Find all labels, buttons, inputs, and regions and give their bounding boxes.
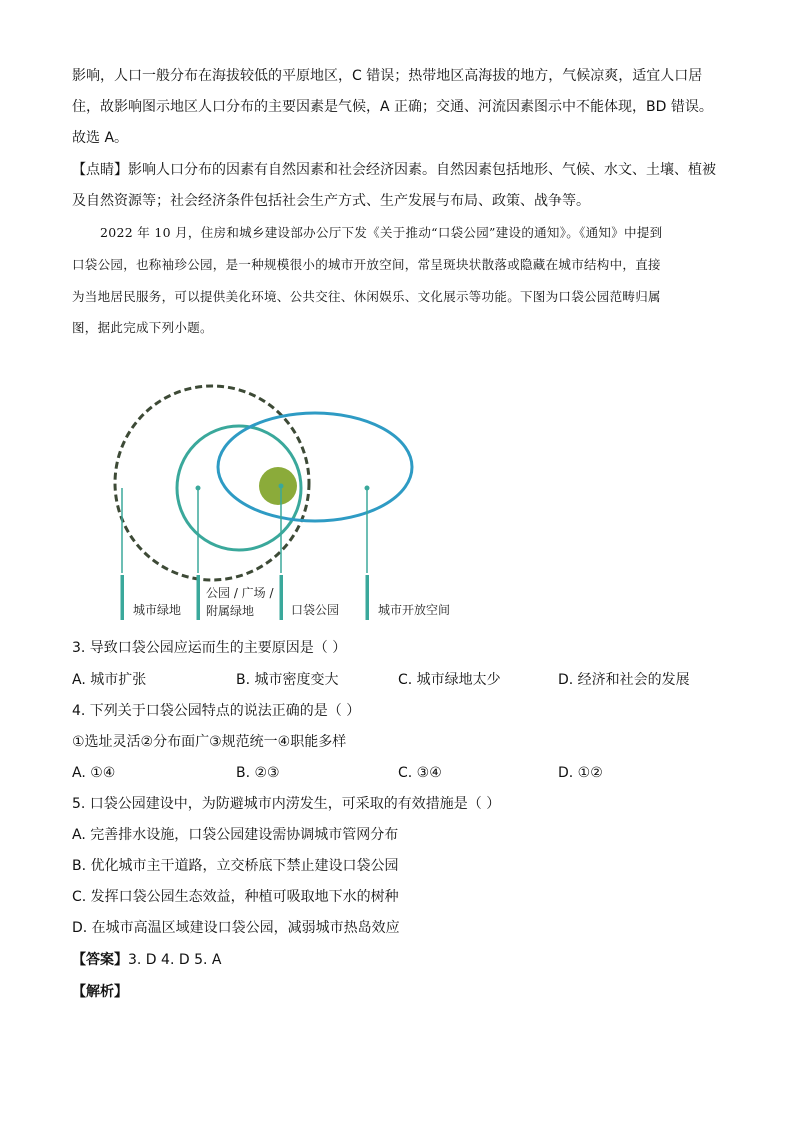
question-5-stem: 5. 口袋公园建设中，为防避城市内涝发生，可采取的有效措施是（ ）: [72, 796, 501, 812]
analysis-label: 【解析】: [72, 984, 128, 1000]
label-park-line-1: 公园 / 广场 /: [206, 586, 274, 600]
pocket-bar: [280, 575, 284, 620]
question-3-option-b: B. 城市密度变大: [236, 672, 339, 688]
question-3-option-a: A. 城市扩张: [72, 672, 147, 688]
label-pocket-park: 口袋公园: [291, 603, 340, 617]
open-space-bar: [366, 575, 370, 620]
comment-line-2: 及自然资源等；社会经济条件包括社会生产方式、生产发展与布局、政策、战争等。: [72, 193, 590, 209]
comment-text-1: 影响人口分布的因素有自然因素和社会经济因素。自然因素包括地形、气候、水文、土壤、植被: [128, 162, 716, 178]
passage-line-3: 为当地居民服务，可以提供美化环境、公共交往、休闲娱乐、文化展示等功能。下图为口袋公园范畴归属: [72, 289, 661, 304]
question-4-sub: ①选址灵活②分布面广③规范统一④职能多样: [72, 734, 347, 750]
question-5-option-a: A. 完善排水设施，口袋公园建设需协调城市管网分布: [72, 827, 399, 843]
intro-line-2: 住，故影响图示地区人口分布的主要因素是气候，A 正确；交通、河流因素图示中不能体现，BD 错误。: [72, 99, 713, 115]
park-dot: [196, 486, 201, 491]
question-4-option-a: A. ①④: [72, 765, 116, 781]
question-5-option-b: B. 优化城市主干道路，立交桥底下禁止建设口袋公园: [72, 858, 399, 874]
question-3-stem: 3. 导致口袋公园应运而生的主要原因是（ ）: [72, 640, 347, 656]
answer-line: [72, 950, 221, 970]
question-3-option-d: D. 经济和社会的发展: [558, 672, 690, 688]
park-bar: [197, 575, 201, 620]
question-5-option-c: C. 发挥口袋公园生态效益，种植可吸取地下水的树种: [72, 889, 399, 905]
question-4-option-d: D. ①②: [558, 765, 603, 781]
passage-line-1: 2022 年 10 月，住房和城乡建设部办公厅下发《关于推动“口袋公园”建设的通知》。《通知》中提到: [100, 225, 663, 240]
passage-line-4: 图，据此完成下列小题。: [72, 320, 213, 335]
intro-line-3: 故选 A。: [72, 130, 129, 146]
question-3-option-c: C. 城市绿地太少: [398, 672, 501, 688]
question-4-option-b: B. ②③: [236, 765, 280, 781]
pocket-park-circle: [259, 467, 297, 505]
open-space-ellipse: [218, 413, 412, 521]
label-park-line-2: 附属绿地: [206, 604, 255, 618]
comment-line-1: [72, 160, 716, 180]
city-green-bar: [121, 575, 125, 620]
pocket-park-diagram: [105, 378, 451, 628]
intro-line-1: 影响，人口一般分布在海拔较低的平原地区，C 错误；热带地区高海拔的地方，气候凉爽，适宜人口居: [72, 68, 703, 84]
passage-line-2: 口袋公园，也称袖珍公园，是一种规模很小的城市开放空间，常呈斑块状散落或隐藏在城市结构中，直接: [72, 257, 661, 272]
label-city-green: 城市绿地: [133, 603, 182, 617]
answer-label: 【答案】: [72, 952, 128, 968]
comment-label: 【点睛】: [72, 162, 128, 178]
question-4-option-c: C. ③④: [398, 765, 442, 781]
label-open-space: 城市开放空间: [378, 603, 451, 617]
answer-value: 3. D 4. D 5. A: [128, 952, 222, 968]
question-4-stem: 4. 下列关于口袋公园特点的说法正确的是（ ）: [72, 703, 361, 719]
open-space-dot: [365, 486, 370, 491]
question-5-option-d: D. 在城市高温区域建设口袋公园，减弱城市热岛效应: [72, 920, 400, 936]
pocket-dot: [279, 484, 284, 489]
